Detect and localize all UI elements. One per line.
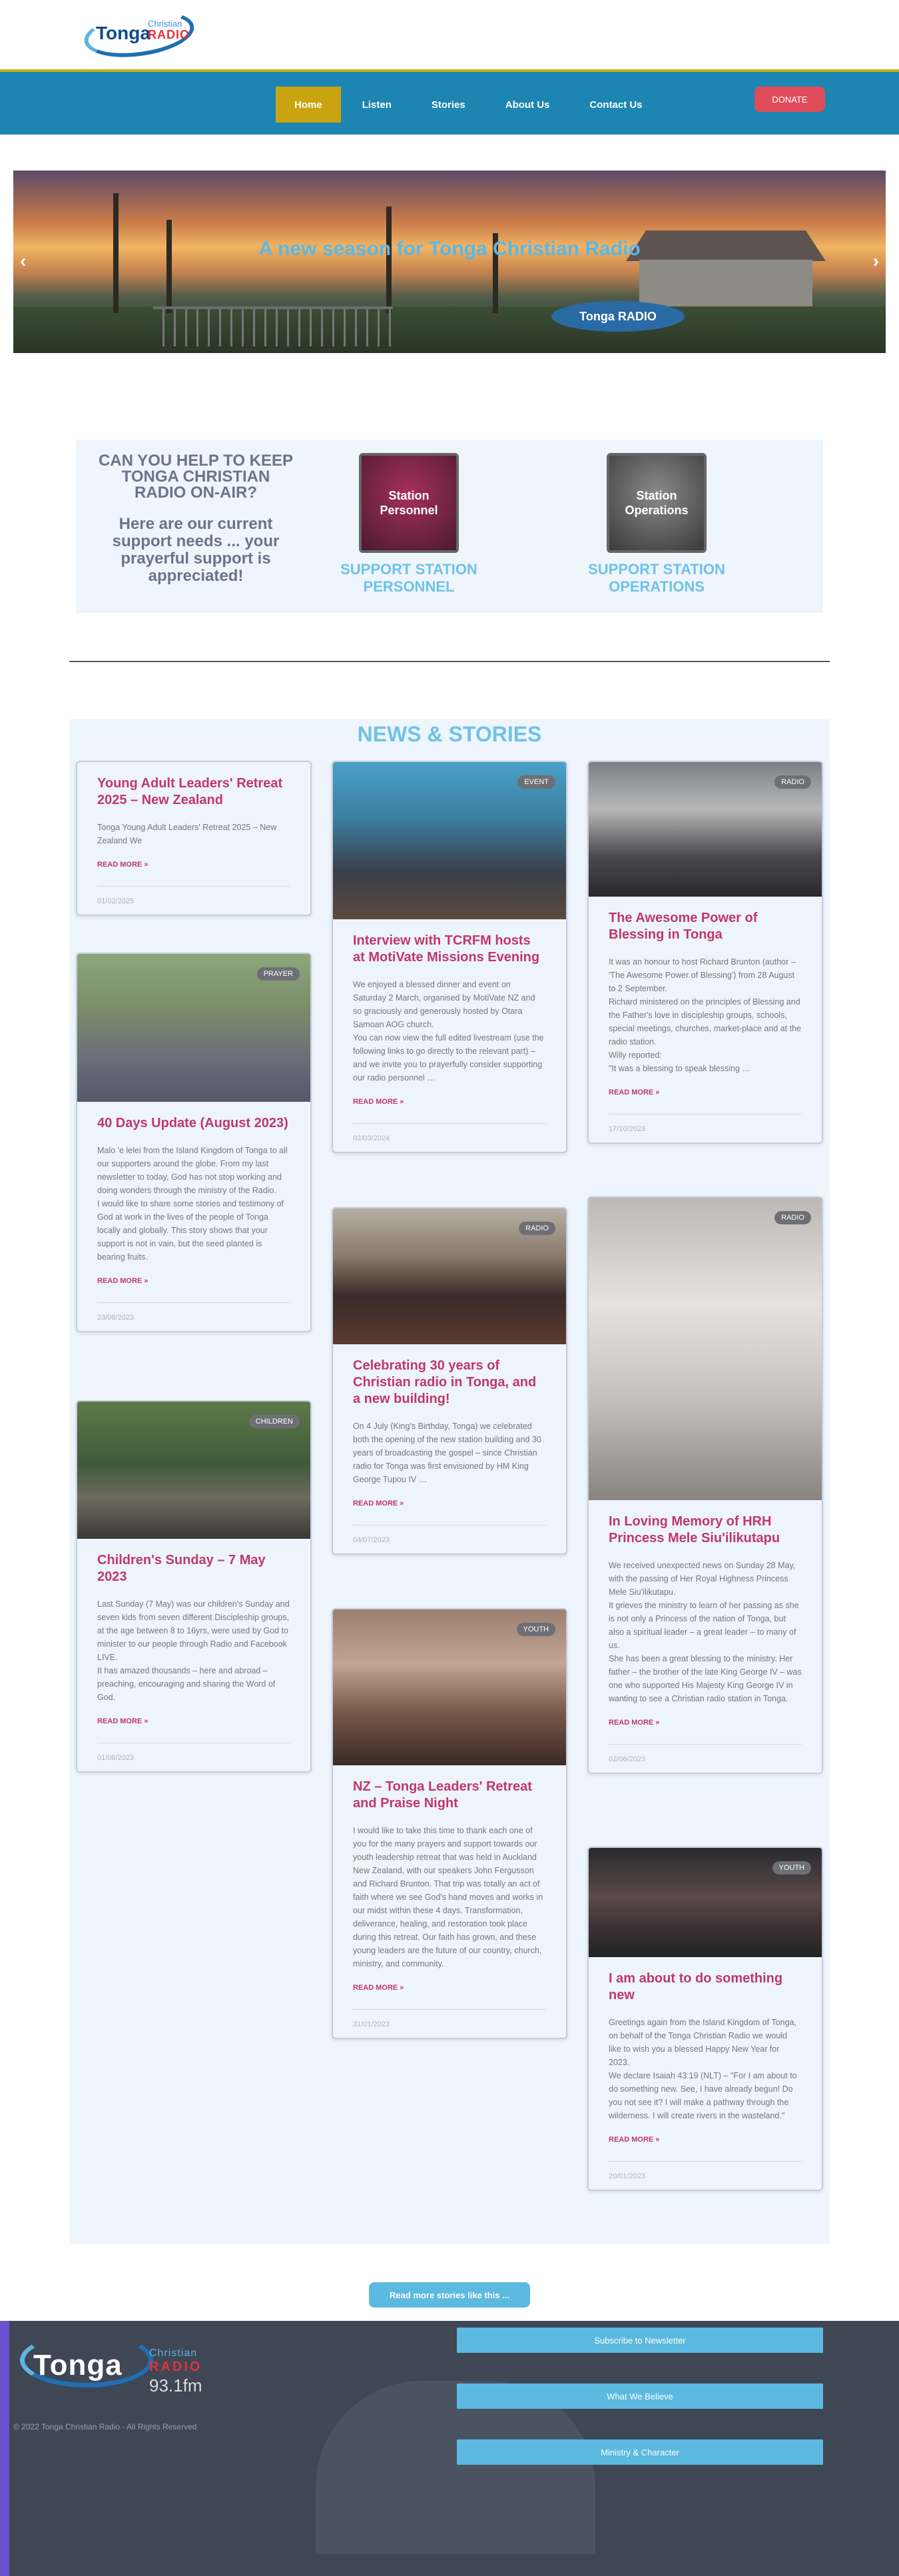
copyright-text: © 2022 Tonga Christian Radio - All Rights Reserved [13, 2422, 197, 2431]
support-personnel-card[interactable] [329, 453, 489, 596]
nav-about-us[interactable]: About Us [505, 99, 550, 111]
card-date: 01/06/2023 [97, 1743, 290, 1771]
site-logo[interactable] [84, 9, 197, 57]
gate [153, 306, 393, 346]
support-operations-card[interactable] [577, 453, 737, 596]
card-date: 02/03/2024 [353, 1123, 546, 1152]
card-title[interactable]: Interview with TCRFM hosts at MotiVate Missions Evening [353, 933, 540, 965]
read-more-stories-button[interactable]: Read more stories like this ... [369, 2282, 530, 2308]
card-excerpt: I would like to take this time to thank each one of you for the many prayers and support towards our youth leadership retreat that was held in Auckland New Zealand, with our speakers John Fergusson and Richard Brunton. That trip was totally an act of faith where we see God's hand moves and works in our midst within these 4 days. Transformation, deliverance, healing, and restoration took place during this retreat. Our faith has grown, and these young leaders are the future of our country, church, ministry, and community. [353, 1826, 543, 1968]
card-image[interactable] [589, 1198, 822, 1500]
logo-radio: RADIO [149, 2360, 202, 2374]
nav-contact-us[interactable]: Contact Us [589, 99, 643, 111]
support-section [76, 440, 823, 613]
logo-word: Tonga [96, 23, 150, 43]
card-date: 02/06/2023 [609, 1744, 802, 1773]
news-card[interactable] [332, 1608, 567, 2039]
news-card[interactable] [587, 761, 823, 1144]
support-personnel-label[interactable]: SUPPORT STATION PERSONNEL [340, 561, 477, 595]
card-title[interactable]: Celebrating 30 years of Christian radio in Tonga, and a new building! [353, 1358, 537, 1406]
card-title[interactable]: I am about to do something new [609, 1971, 783, 2002]
card-excerpt: Greetings again from the Island Kingdom of Tonga, on behalf of the Tonga Christian Radio we would like to wish you a blessed Happy New Year for 2023. We declare Isaiah 43:19 (NLT) – "For I am about to do something new. See, I have already begun! Do you not see it? I will make a pathway through the wilderness. I will create rivers in the wasteland." [609, 2018, 797, 2120]
category-badge: CHILDREN [249, 1415, 300, 1428]
card-excerpt: Tonga Young Adult Leaders' Retreat 2025 – New Zealand We [97, 823, 277, 845]
card-date: 17/10/2023 [609, 1114, 802, 1142]
slide-title: A new season for Tonga Christian Radio [258, 238, 641, 260]
logo-christian: Christian [148, 19, 182, 29]
card-image[interactable] [77, 1402, 310, 1539]
logo-radio: RADIO [148, 28, 190, 41]
palm-tree [166, 220, 172, 313]
read-more-link[interactable]: READ MORE » [353, 1984, 404, 1992]
slide-ground [13, 306, 886, 353]
what-we-believe-button[interactable]: What We Believe [457, 2383, 823, 2409]
card-image[interactable] [589, 762, 822, 897]
news-card[interactable] [587, 1847, 823, 2191]
card-date: 20/01/2023 [609, 2161, 802, 2190]
logo-frequency: 93.1fm [149, 2375, 202, 2395]
card-title[interactable]: Children's Sunday – 7 May 2023 [97, 1553, 266, 1584]
station-personnel-image[interactable]: Station Personnel [359, 453, 459, 553]
read-more-link[interactable]: READ MORE » [97, 1717, 149, 1725]
read-more-link[interactable]: READ MORE » [97, 1277, 149, 1285]
nav-listen[interactable]: Listen [362, 99, 392, 111]
category-badge: PRAYER [257, 967, 300, 981]
news-card[interactable] [76, 761, 312, 916]
radio-sign: Tonga RADIO [551, 301, 685, 332]
card-title[interactable]: NZ – Tonga Leaders' Retreat and Praise Night [353, 1779, 532, 1811]
card-date: 23/08/2023 [97, 1302, 290, 1331]
ministry-character-button[interactable]: Ministry & Character [457, 2439, 823, 2465]
subscribe-newsletter-button[interactable]: Subscribe to Newsletter [457, 2328, 823, 2353]
hero-slider [13, 171, 886, 353]
donate-button[interactable]: DONATE [754, 87, 825, 112]
nav-home[interactable]: Home [276, 87, 341, 123]
read-more-link[interactable]: READ MORE » [353, 1500, 404, 1507]
site-footer [0, 2321, 899, 2576]
card-excerpt: We received unexpected news on Sunday 28 May, with the passing of Her Royal Highness Princess Mele Siu'ilikutapu. It grieves the ministry to learn of her passing as she is not only a Princess of the nation of Tonga, but also a spiritual leader – a great leader – to many of us. She has been a great blessing to the ministry. Her father – the brother of the late King George IV – was one who supported His Majesty King George IV in wanting to see a Christian radio station in Tonga. [609, 1561, 802, 1703]
card-title[interactable]: The Awesome Power of Blessing in Tonga [609, 911, 758, 942]
read-more-link[interactable]: READ MORE » [353, 1098, 404, 1106]
footer-stripe [0, 2321, 9, 2576]
card-date: 01/02/2025 [97, 886, 290, 915]
news-card[interactable] [76, 953, 312, 1332]
news-card[interactable] [332, 761, 567, 1153]
news-card[interactable] [587, 1196, 823, 1774]
card-excerpt: Last Sunday (7 May) was our children's Sunday and seven kids from seven different Discipleship groups, at the age between 8 to 16yrs, were used by God to minister to our people through Radio and Facebook LIVE. It has amazed thousands – here and abroad – preaching, encouraging and sharing the Word of God. [97, 1599, 290, 1702]
section-divider [69, 661, 830, 662]
card-title[interactable]: In Loving Memory of HRH Princess Mele Siu'ilikutapu [609, 1514, 780, 1545]
category-badge: RADIO [774, 775, 811, 789]
card-image[interactable] [333, 1208, 566, 1344]
news-card[interactable] [76, 1400, 312, 1773]
read-more-link[interactable]: READ MORE » [97, 861, 149, 869]
support-question: CAN YOU HELP TO KEEP TONGA CHRISTIAN RADIO ON-AIR? [98, 452, 294, 502]
card-image[interactable] [333, 762, 566, 919]
card-date: 04/07/2023 [353, 1525, 546, 1553]
read-more-link[interactable]: READ MORE » [609, 1088, 660, 1096]
category-badge: RADIO [774, 1211, 811, 1224]
card-excerpt: On 4 July (King's Birthday, Tonga) we celebrated both the opening of the new station building and 30 years of broadcasting the gospel – since Christian radio for Tonga was first envisioned by HM King George Tupou IV … [353, 1422, 541, 1484]
card-date: 31/01/2023 [353, 2009, 546, 2038]
card-image[interactable] [589, 1848, 822, 1957]
category-badge: EVENT [517, 775, 555, 789]
support-text [96, 453, 296, 585]
category-badge: RADIO [519, 1222, 555, 1235]
card-title[interactable]: 40 Days Update (August 2023) [97, 1116, 288, 1130]
card-excerpt: It was an honour to host Richard Brunton (author – 'The Awesome Power of Blessing') from 28 August to 2 September. Richard ministered on the principles of Blessing and the Father's love in discipleship groups, schools, special meetings, churches, market-place and at the radio station. Willy reported: "It was a blessing to speak blessing … [609, 957, 802, 1073]
logo-christian: Christian [149, 2348, 198, 2359]
site-header [0, 0, 899, 69]
news-title: NEWS & STORIES [357, 722, 542, 746]
read-more-link[interactable]: READ MORE » [609, 2136, 660, 2144]
nav-stories[interactable]: Stories [431, 99, 465, 111]
station-operations-image[interactable]: Station Operations [607, 453, 707, 553]
main-nav [0, 69, 899, 135]
news-card[interactable] [332, 1207, 567, 1555]
read-more-link[interactable]: READ MORE » [609, 1719, 660, 1727]
chevron-left-icon[interactable]: ‹ [20, 250, 27, 271]
card-title[interactable]: Young Adult Leaders' Retreat 2025 – New Zealand [97, 776, 283, 807]
card-image[interactable] [77, 954, 310, 1102]
category-badge: YOUTH [772, 1861, 812, 1875]
footer-logo[interactable] [20, 2333, 220, 2399]
category-badge: YOUTH [517, 1623, 556, 1636]
card-excerpt: We enjoyed a blessed dinner and event on Saturday 2 March, organised by MotiVate NZ and so graciously and generously hosted by Otara Samoan AOG church. You can now view the full edited livestream (use the following links to go directly to the relevant part) – and we invite you to prayerfully consider supporting our radio personnel … [353, 980, 544, 1082]
support-appeal: Here are our current support needs ... your prayerful support is appreciated! [112, 515, 280, 585]
card-image[interactable] [333, 1609, 566, 1765]
chevron-right-icon[interactable]: › [872, 250, 879, 271]
logo-word: Tonga [33, 2349, 123, 2381]
support-operations-label[interactable]: SUPPORT STATION OPERATIONS [588, 561, 725, 595]
card-excerpt: Malo 'e lelei from the Island Kingdom of Tonga to all our supporters around the globe. From my last newsletter to today, God has not stop working and doing wonders through the ministry of the Radio. I would like to share some stories and testimony of God at work in the lives of the people of Tonga locally and globally. This story shows that your support is not in vain, but the seed planted is bearing fruits. [97, 1146, 288, 1262]
